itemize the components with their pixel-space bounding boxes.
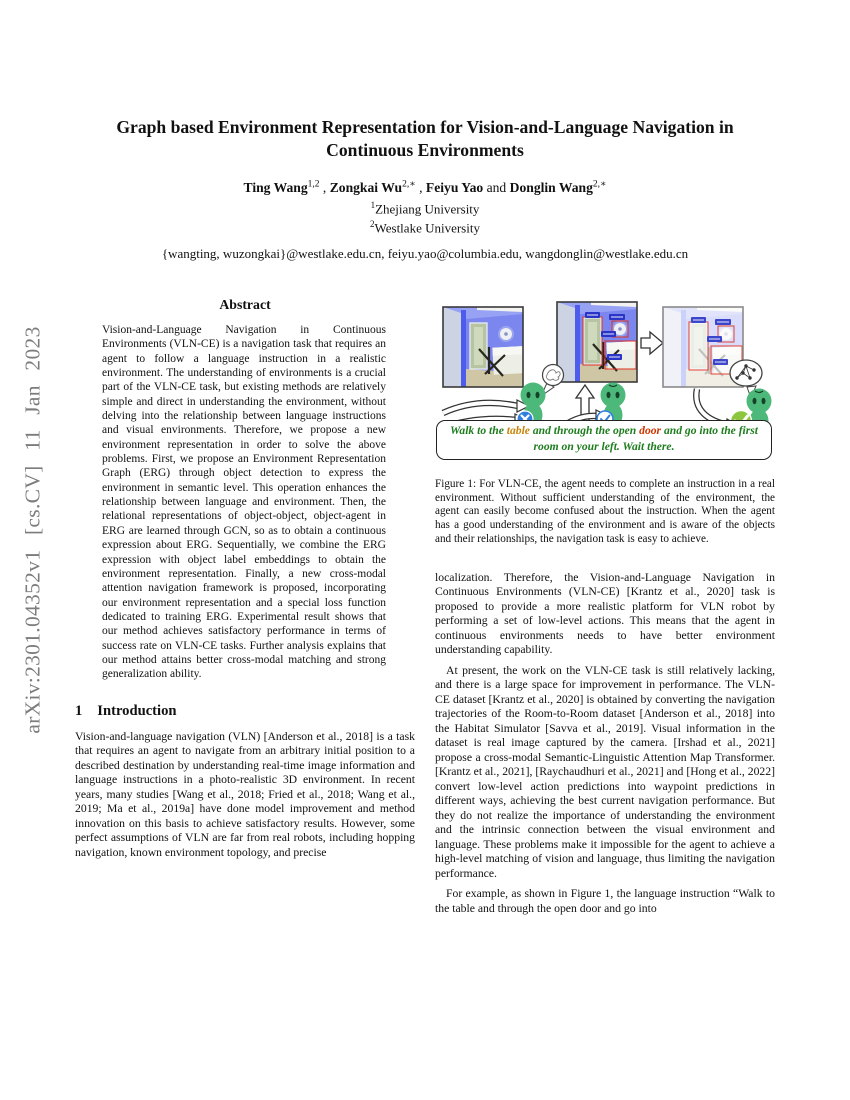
robot-agent-icon-confused bbox=[517, 365, 564, 428]
author-line bbox=[75, 179, 775, 197]
paper-header bbox=[75, 116, 775, 262]
author: Zongkai $Wu^{2,∗}$ , bbox=[329, 179, 426, 196]
affiliation-1: $^1$Zhejiang University bbox=[370, 200, 480, 217]
room-image-2-with-detections bbox=[557, 302, 638, 382]
author: Donglin Wang$^{2,∗}$ bbox=[509, 179, 607, 196]
instruction-word-door: door bbox=[639, 424, 662, 437]
block-arrow-right-icon bbox=[641, 332, 663, 354]
author: Feiyu Yao and bbox=[425, 180, 510, 196]
arxiv-watermark: arXiv:2301.04352v1 [cs.CV] 11 Jan 2023 bbox=[20, 326, 45, 734]
affiliation-2: $^2$Westlake University bbox=[370, 219, 480, 236]
right-column bbox=[435, 297, 775, 922]
page-title: Graph based Environment Representation for Vision-and-Language Navigation in Continuous Environments bbox=[116, 117, 734, 161]
author: Ting Wang$^{1,2}$ , bbox=[243, 179, 330, 196]
body-paragraph: localization. Therefore, the Vision-and-Language Navigation in Continuous Environments (VLN-CE) [Krantz et al., 2020] task is proposed to provide a more realistic platform for VLN robot by performing a set of low-level actions. This means that the agent in continuous environments needs to have better environment understanding capability. bbox=[435, 570, 775, 657]
intro-paragraph: Vision-and-language navigation (VLN) [Anderson et al., 2018] is a task that requires an agent to navigate from an arbitrary initial position to a described destination by understanding real-time image information and language instructions in a photo-realistic 3D environment. In recent years, many studies [Wang et al., 2018; Fried et al., 2018; Wang et al., 2019; Ma et al., 2019a] have done model improvement and method innovation on this basis to achieve satisfactory results. However, some perfect assumptions of VLN are far from real robots, including hopping navigation, known environment topology, and precise bbox=[75, 729, 415, 859]
right-column-text bbox=[435, 571, 775, 917]
left-column bbox=[75, 297, 415, 866]
body-paragraph: For example, as shown in Figure 1, the language instruction “Walk to the table and through the open door and go into bbox=[435, 887, 775, 915]
figure-1-caption: Figure 1: For VLN-CE, the agent needs to complete an instruction in a real environment. Without sufficient understanding of the environment, the agent can easily become confused about the instruction. When the agent has a good understanding of the environment and is aware of the objects and their relationships, the navigation task is easy to achieve. bbox=[435, 478, 775, 545]
body-paragraph: At present, the work on the VLN-CE task is still relatively lacking, and there is a large space for improvement in performance. The VLN-CE dataset [Krantz et al., 2020] is obtained by converting the navigation trajectories of the Room-to-Room dataset [Anderson et al., 2018] into the Habitat Simulator [Savva et al., 2019]. Visual information in the dataset is real image captured by the camera. [Irshad et al., 2021] propose a cross-modal Semantic-Linguistic Attention Map Transformer. [Krantz et al., 2021], [Raychaudhuri et al., 2021] and [Hong et al., 2022] convert low-level action predictions into waypoint predictions in different ways, achieving the best current navigation performance. But they do not realize the importance of understanding the environment and the intrinsic connection between the visual environment and language. These problems make it impossible for the agent to achieve a high-level matching of vision and language, thus limiting the navigation performance. bbox=[435, 663, 775, 880]
room-image-1 bbox=[443, 307, 524, 387]
instruction-word-table: table bbox=[506, 424, 530, 437]
instruction-box: Walk to the table and through the open door and go into the first room on your left. Wait there. bbox=[436, 420, 772, 460]
section-heading-introduction: 1 Introduction bbox=[75, 702, 177, 719]
figure-1 bbox=[435, 297, 775, 465]
author-emails: {wangting, wuzongkai}@westlake.edu.cn, feiyu.yao@columbia.edu, wangdonglin@westlake.edu.cn bbox=[161, 246, 689, 262]
abstract-body: Vision-and-Language Navigation in Continuous Environments (VLN-CE) is a navigation task that requires an agent to follow a language instruction in a realistic environment. The understanding of environments is a crucial part of the VLN-CE task, but existing methods are relatively simple and direct in understanding the environment, without delving into the relationship between language instructions and visual environments. Therefore, we propose a new environment representation in order to solve the above problems. First, we propose an Environment Representation Graph (ERG) through object detection to express the environment in semantic level. This operation enhances the relationship between language and environment. Then, the relational representations of object-object, object-agent in ERG are learned through GCN, so as to obtain a continuous expression about ERG. Sequentially, we combine the ERG expression with object label embeddings to obtain the environment representation. Finally, a new cross-modal attention navigation framework is proposed, incorporating our environment representation and a special loss function dedicated to training ERG. Experimental result shows that our method achieves satisfactory performance in terms of success rate on VLN-CE tasks. Further analysis explains that our method attains better cross-modal matching and strong generalization ability. bbox=[102, 324, 386, 681]
abstract-heading: Abstract bbox=[219, 297, 271, 312]
instruction-text: Walk to the bbox=[449, 424, 507, 437]
